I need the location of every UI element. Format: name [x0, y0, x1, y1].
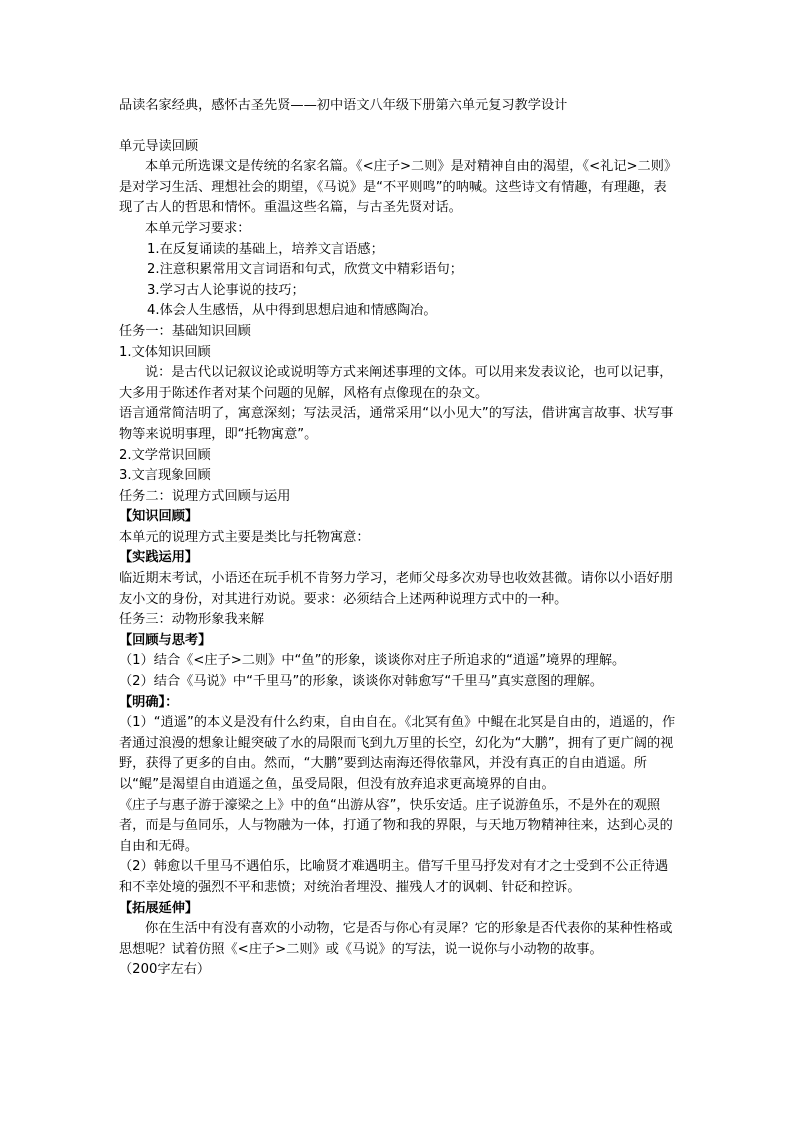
document-paragraph: 3.文言现象回顾	[119, 468, 211, 484]
document-paragraph: 【明确】：	[119, 694, 179, 710]
document-paragraph: 【回顾与思考】	[119, 632, 212, 648]
document-paragraph: （1）结合《<庄子>二则》中“鱼”的形象，谈谈你对庄子所追求的“逍遥”境界的理解。	[119, 653, 626, 669]
document-paragraph: 2.注意积累常用文言词语和句式，欣赏文中精彩语句；	[147, 262, 463, 278]
document-paragraph: 本单元的说理方式主要是类比与托物寓意：	[119, 529, 370, 545]
document-lines	[119, 137, 679, 981]
document-paragraph: 语言通常简洁明了，寓意深刻；写法灵活，通常采用“以小见大”的写法，借讲寓言故事、状写事物等来说明事理，即“托物寓意”。	[119, 406, 674, 442]
document-paragraph: 《庄子与惠子游于濠梁之上》中的鱼“出游从容”，快乐安适。庄子说游鱼乐，不是外在的观照者，而是与鱼同乐，人与物融为一体，打通了物和我的界限，与天地万物精神往来，达到心灵的自由和无碍。	[119, 797, 673, 854]
document-paragraph: 【实践运用】	[119, 550, 199, 566]
document-paragraph: 任务一：基础知识回顾	[119, 323, 251, 339]
document-paragraph: 说：是古代以记叙议论或说明等方式来阐述事理的文体。可以用来发表议论，也可以记事，大多用于陈述作者对某个问题的见解，风格有点像现在的杂文。	[119, 365, 673, 401]
document-paragraph: 4.体会人生感悟，从中得到思想启迪和情感陶冶。	[147, 303, 437, 319]
document-title: 品读名家经典，感怀古圣先贤——初中语文八年级下册第六单元复习教学设计	[119, 98, 568, 113]
document-paragraph: （2）韩愈以千里马不遇伯乐，比喻贤才难遇明主。借写千里马抒发对有才之士受到不公正待遇和不幸处境的强烈不平和悲愤；对统治者埋没、摧残人才的讽刺、针砭和控诉。	[119, 859, 669, 895]
document-paragraph: 你在生活中有没有喜欢的小动物，它是否与你心有灵犀？它的形象是否代表你的某种性格或思想呢？试着仿照《<庄子>二则》或《马说》的写法，说一说你与小动物的故事。	[119, 921, 673, 957]
document-paragraph: 任务三：动物形象我来解	[119, 612, 265, 628]
document-paragraph: 单元导读回顾	[119, 138, 199, 154]
document-paragraph: （200字左右）	[119, 962, 211, 978]
document-paragraph: 3.学习古人论事说的技巧；	[147, 282, 305, 298]
document-paragraph: （2）结合《马说》中“千里马”的形象，谈谈你对韩愈写“千里马”真实意图的理解。	[119, 674, 604, 690]
document-paragraph: 【拓展延伸】	[119, 900, 199, 916]
document-paragraph: 任务二：说理方式回顾与运用	[119, 488, 291, 504]
document-paragraph: 本单元学习要求：	[145, 220, 251, 236]
document-paragraph: 本单元所选课文是传统的名家名篇。《<庄子>二则》是对精神自由的渴望，《<礼记>二则》是对学习生活、理想社会的期望，《马说》是“不平则鸣”的呐喊。这些诗文有情趣，有理趣，表现了古人的哲思和情怀。重温这些名篇，与古圣先贤对话。	[119, 159, 678, 216]
document-paragraph: 临近期末考试，小语还在玩手机不肯努力学习，老师父母多次劝导也收效甚微。请你以小语好朋友小文的身份，对其进行劝说。要求：必须结合上述两种说理方式中的一种。	[119, 571, 673, 607]
document-paragraph: 2.文学常识回顾	[119, 447, 211, 463]
document-paragraph: 1.文体知识回顾	[119, 344, 211, 360]
document-paragraph: 1.在反复诵读的基础上，培养文言语感；	[147, 241, 384, 257]
document-paragraph: （1）“逍遥”的本义是没有什么约束，自由自在。《北冥有鱼》中鲲在北冥是自由的，逍遥的，作者通过浪漫的想象让鲲突破了水的局限而飞到九万里的长空，幻化为“大鹏”，拥有了更广阔的视野，获得了更多的自由。然而，“大鹏”要到达南海还得依靠风，并没有真正的自由逍遥。所以“鲲”是渴望自由逍遥之鱼，虽受局限，但没有放弃追求更高境界的自由。	[119, 715, 676, 792]
document-paragraph: 【知识回顾】	[119, 509, 199, 525]
document-body	[119, 96, 679, 981]
